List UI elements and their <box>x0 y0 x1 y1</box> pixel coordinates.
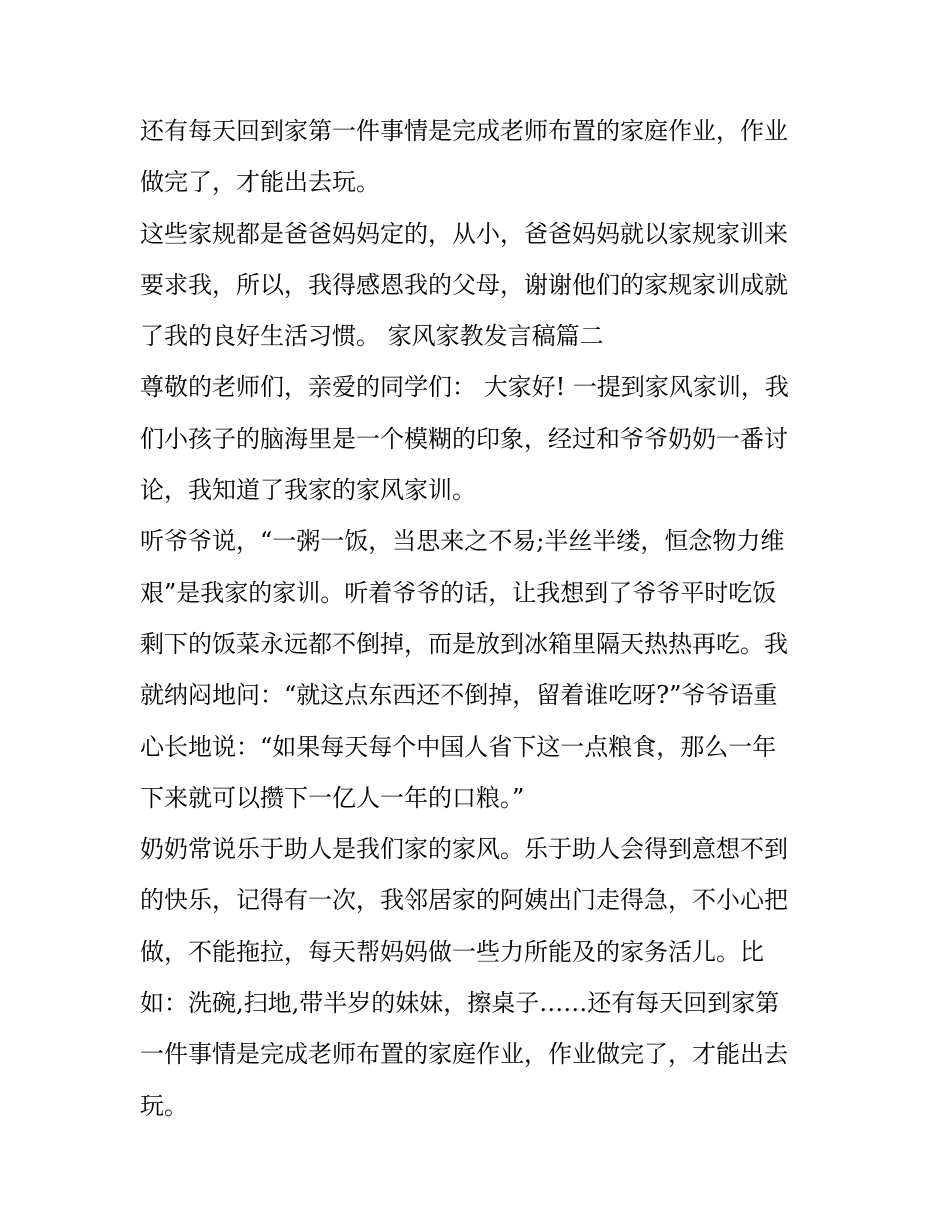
text-line: 做，不能拖拉，每天帮妈妈做一些力所能及的家务活儿。比 <box>140 937 764 966</box>
text-line: 了我的良好生活习惯。 家风家教发言稿篇二 <box>140 322 604 351</box>
text-line: 艰”是我家的家训。听着爷爷的话，让我想到了爷爷平时吃饭 <box>140 578 777 607</box>
text-line: 心长地说：“如果每天每个中国人省下这一点粮食，那么一年 <box>140 732 777 761</box>
text-line: 论，我知道了我家的家风家训。 <box>140 476 476 505</box>
text-line: 要求我，所以，我得感恩我的父母，谢谢他们的家规家训成就 <box>140 270 788 299</box>
text-line: 的快乐，记得有一次，我邻居家的阿姨出门走得急，不小心把 <box>140 886 788 915</box>
document-body <box>140 106 820 1132</box>
text-line: 如：洗碗,扫地,带半岁的妹妹，擦桌子……还有每天回到家第 <box>140 989 780 1018</box>
text-line: 剩下的饭菜永远都不倒掉，而是放到冰箱里隔天热热再吃。我 <box>140 629 788 658</box>
text-line: 听爷爷说，“一粥一饭，当思来之不易;半丝半缕，恒念物力维 <box>140 527 785 556</box>
text-line: 尊敬的老师们，亲爱的同学们： 大家好! 一提到家风家训，我 <box>140 373 789 402</box>
text-line: 们小孩子的脑海里是一个模糊的印象，经过和爷爷奶奶一番讨 <box>140 424 788 453</box>
text-line: 做完了，才能出去玩。 <box>140 168 380 197</box>
text-line: 下来就可以攒下一亿人一年的口粮。” <box>140 783 525 812</box>
text-line: 还有每天回到家第一件事情是完成老师布置的家庭作业，作业 <box>140 117 788 145</box>
text-line: 奶奶常说乐于助人是我们家的家风。乐于助人会得到意想不到 <box>140 835 788 864</box>
text-line: 就纳闷地问：“就这点东西还不倒掉，留着谁吃呀?”爷爷语重 <box>140 681 778 710</box>
text-line: 玩。 <box>140 1091 188 1120</box>
text-line: 这些家规都是爸爸妈妈定的，从小，爸爸妈妈就以家规家训来 <box>140 219 788 248</box>
text-line: 一件事情是完成老师布置的家庭作业，作业做完了，才能出去 <box>140 1040 788 1069</box>
